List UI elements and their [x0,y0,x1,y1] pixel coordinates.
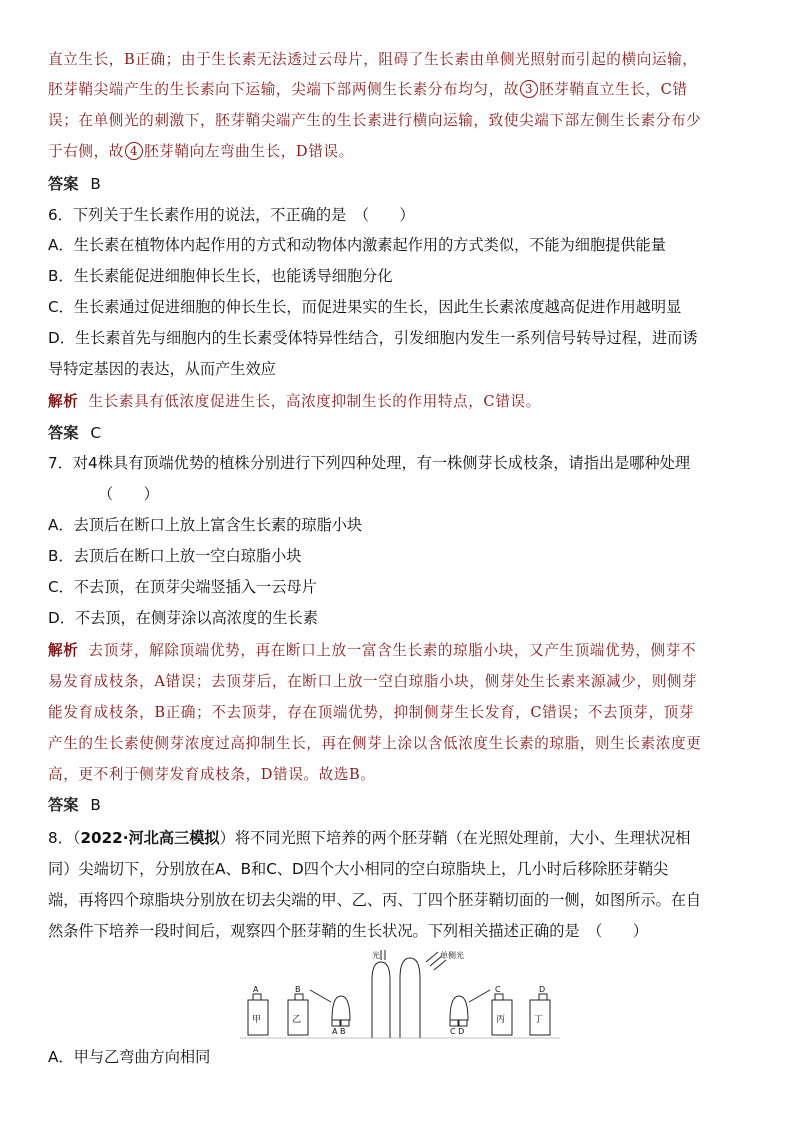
q6-explain-text: 生长素具有低浓度促进生长，高浓度抑制生长的作用特点，C错误。 [88,393,541,410]
answer7 [48,795,101,815]
q8-number: 8．（ [48,829,81,847]
agar-block-d [539,994,547,1000]
label-side-light: 单侧光 [440,951,464,960]
q8-source: 2022·河北高三模拟 [80,829,220,847]
label-ab: A B [332,1027,346,1036]
agar-c-under-tip [450,1020,458,1026]
coleoptile-tall-left [372,962,390,1038]
circled-number-4: 4 [125,142,143,160]
label-jia: 甲 [252,1015,262,1025]
answer-value: C [90,424,101,442]
q8-line1-rest: ）将不同光照下培养的两个胚芽鞘（在光照处理前，大小、生理状况相 [219,829,691,847]
label-ding: 丁 [534,1015,544,1025]
q8-stem-line4: 然条件下培养一段时间后，观察四个胚芽鞘的生长状况。下列相关描述正确的是 （ ） [48,922,648,940]
label-block-d: D [539,985,546,994]
q7-explanation-line3: 能发育成枝条，B正确；不去顶芽，存在顶端优势，抑制侧芽生长发育，C错误；不去顶芽，顶芽 [48,704,695,721]
answer-label: 答案 [48,424,79,442]
q7-option-a: A．去顶后在断口上放上富含生长素的琼脂小块 [48,516,363,534]
answer6 [48,423,101,443]
agar-block-a [253,994,261,1000]
q6-option-b: B．生长素能促进细胞伸长生长，也能诱导细胞分化 [48,267,393,285]
coleoptile-tip-left [332,996,350,1020]
q8-stem-line1 [48,828,690,848]
explain5-line2-tail: 胚芽鞘直立生长，C错 [539,81,688,98]
q6-option-a: A．生长素在植物体内起作用的方式和动物体内激素起作用的方式类似，不能为细胞提供能量 [48,236,666,254]
answer-label: 答案 [48,796,79,814]
label-block-b: B [295,985,301,994]
q7-option-d: D．不去顶，在侧芽涂以高浓度的生长素 [48,609,318,627]
agar-a-under-tip [332,1020,340,1026]
arrow-left [310,990,331,1002]
coleoptile-tall-right [400,958,420,1038]
agar-block-c [495,994,503,1000]
explain5-line2-text: 胚芽鞘尖端产生的生长素向下运输，尖端下部两侧生长素分布均匀，故 [48,81,520,98]
label-block-a: A [253,985,259,994]
agar-block-b [295,994,303,1000]
q7-answer-paren: （ ） [98,485,159,503]
answer-label: 答案 [48,175,79,193]
explain5-line4 [48,142,354,162]
q6-option-d-line1: D．生长素首先与细胞内的生长素受体特异性结合，引发细胞内发生一系列信号转导过程，进而诱 [48,329,698,347]
explain-label: 解析 [48,393,79,410]
label-yi: 乙 [292,1015,302,1025]
explain5-line3: 误；在单侧光的刺激下，胚芽鞘尖端产生的生长素进行横向运输，致使尖端下部左侧生长素分布少 [48,112,702,129]
q6-stem: 6．下列关于生长素作用的说法，不正确的是 （ ） [48,206,415,224]
q7-explanation-line4: 产生的生长素使侧芽浓度过高抑制生长，再在侧芽上涂以含低浓度生长素的琼脂，则生长素浓度更 [48,735,702,752]
explain5-line1: 直立生长，B正确；由于生长素无法透过云母片，阻碍了生长素由单侧光照射而引起的横向运输， [48,51,698,68]
coleoptile-experiment-figure [240,950,560,1040]
q7-stem: 7．对4株具有顶端优势的植株分别进行下列四种处理，有一株侧芽长成枝条，请指出是哪种处理 [48,454,691,472]
explain5-line4-b: 胚芽鞘向左弯曲生长，D错误。 [143,143,354,160]
q8-stem-line3: 端，再将四个琼脂块分别放在切去尖端的甲、乙、丙、丁四个胚芽鞘切面的一侧，如图所示。在自 [48,891,702,909]
label-light: 光 [372,951,380,960]
label-cd: C D [450,1027,465,1036]
answer-value: B [90,175,101,193]
coleoptile-tip-right [450,996,468,1020]
arrow-right [469,990,490,1002]
label-bing: 丙 [496,1015,506,1025]
q7-explanation-line5: 高，更不利于侧芽发育成枝条，D错误。故选B。 [48,766,376,783]
q6-explanation [48,392,541,412]
q7-option-b: B．去顶后在断口上放一空白琼脂小块 [48,547,302,565]
q7-explanation-line1 [48,641,696,661]
q6-option-d-line2: 导特定基因的表达，从而产生效应 [48,360,276,378]
explain5-line2 [48,80,688,100]
label-block-c: C [495,985,501,994]
q7-option-c: C．不去顶，在顶芽尖端竖插入一云母片 [48,578,317,596]
q6-option-c: C．生长素通过促进细胞的伸长生长，而促进果实的生长，因此生长素浓度越高促进作用越明显 [48,298,682,316]
q8-stem-line2: 同）尖端切下，分别放在A、B和C、D四个大小相同的空白琼脂块上，几小时后移除胚芽鞘尖 [48,860,669,878]
q8-option-a: A．甲与乙弯曲方向相同 [48,1048,211,1066]
agar-b-under-tip [341,1020,349,1026]
answer5 [48,174,101,194]
answer-value: B [90,796,101,814]
explain5-line4-a: 于右侧，故 [48,143,124,160]
q7-explanation-line2: 易发育成枝条，A错误；去顶芽后，在断口上放一空白琼脂小块，侧芽处生长素来源减少，则侧芽 [48,673,698,690]
agar-d-under-tip [459,1020,467,1026]
explain-label: 解析 [48,642,79,659]
circled-number-3: 3 [520,80,538,98]
q7-explain-1: 去顶芽，解除顶端优势，再在断口上放一富含生长素的琼脂小块，又产生顶端优势，侧芽不 [88,642,697,659]
